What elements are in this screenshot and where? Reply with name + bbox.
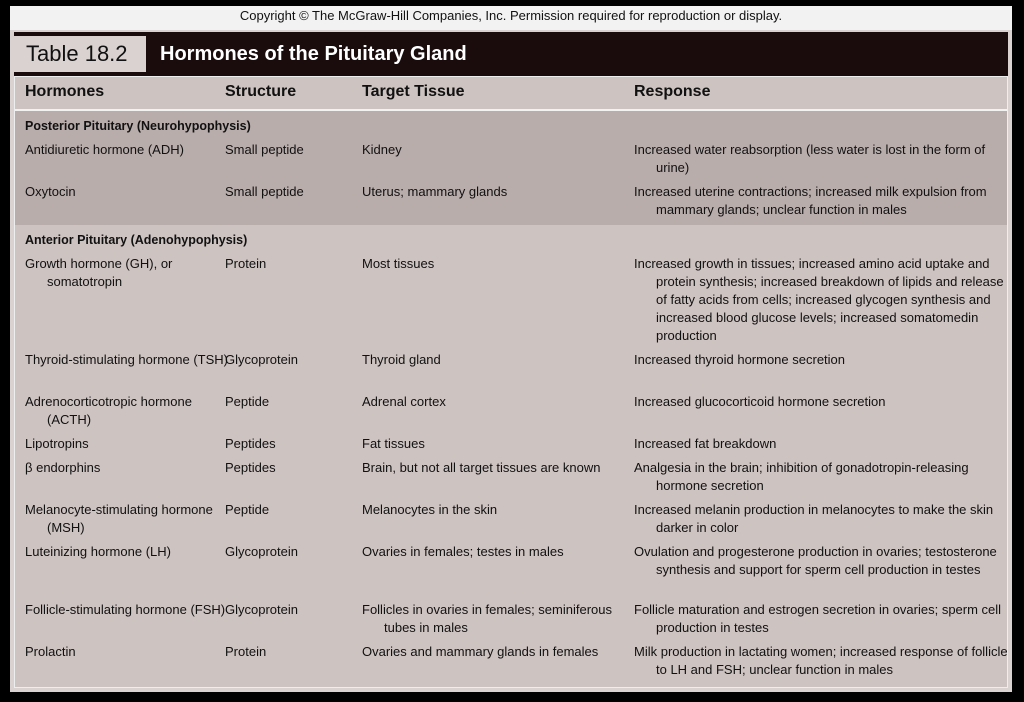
cell-structure: Peptides bbox=[225, 436, 276, 451]
hormone-table bbox=[14, 76, 1008, 688]
cell-structure: Peptides bbox=[225, 460, 276, 475]
cell-target: Ovaries and mammary glands in females bbox=[362, 644, 599, 659]
cell-response: Ovulation and progesterone production in ovaries; testosterone synthesis and support for sperm cell production in testes bbox=[634, 544, 997, 577]
cell-hormone: Luteinizing hormone (LH) bbox=[25, 544, 171, 559]
cell-hormone: Lipotropins bbox=[25, 436, 89, 451]
cell-structure: Small peptide bbox=[225, 184, 304, 199]
cell-response: Milk production in lactating women; increased response of follicle to LH and FSH; unclear function in males bbox=[634, 644, 1008, 677]
section-anterior bbox=[15, 225, 1007, 687]
cell-target: Most tissues bbox=[362, 256, 435, 271]
cell-hormone: Follicle-stimulating hormone (FSH) bbox=[25, 602, 226, 617]
section-posterior bbox=[15, 111, 1007, 225]
section-title-posterior: Posterior Pituitary (Neurohypophysis) bbox=[25, 119, 251, 133]
cell-target: Brain, but not all target tissues are known bbox=[362, 460, 601, 475]
cell-target: Fat tissues bbox=[362, 436, 425, 451]
table-title: Hormones of the Pituitary Gland bbox=[160, 43, 467, 65]
cell-hormone: Prolactin bbox=[25, 644, 76, 659]
column-header-structure: Structure bbox=[225, 83, 297, 100]
cell-response: Increased glucocorticoid hormone secretion bbox=[634, 394, 886, 409]
cell-response: Increased water reabsorption (less water is lost in the form of urine) bbox=[634, 142, 986, 175]
cell-hormone: Antidiuretic hormone (ADH) bbox=[25, 142, 184, 157]
cell-response: Increased thyroid hormone secretion bbox=[634, 352, 846, 367]
column-header-target-tissue: Target Tissue bbox=[362, 83, 465, 100]
cell-response: Follicle maturation and estrogen secretion in ovaries; sperm cell production in testes bbox=[634, 602, 1002, 635]
cell-structure: Glycoprotein bbox=[225, 544, 298, 559]
section-title-anterior: Anterior Pituitary (Adenohypophysis) bbox=[25, 233, 248, 247]
cell-structure: Glycoprotein bbox=[225, 352, 298, 367]
table-number: Table 18.2 bbox=[14, 36, 146, 72]
cell-structure: Small peptide bbox=[225, 142, 304, 157]
cell-target: Thyroid gland bbox=[362, 352, 441, 367]
cell-response: Increased melanin production in melanocytes to make the skin darker in color bbox=[634, 502, 994, 535]
cell-hormone: Melanocyte-stimulating hormone (MSH) bbox=[25, 502, 213, 535]
cell-structure: Protein bbox=[225, 256, 267, 271]
cell-structure: Protein bbox=[225, 644, 267, 659]
table-banner bbox=[14, 32, 1008, 76]
cell-hormone: Thyroid-stimulating hormone (TSH) bbox=[25, 352, 229, 367]
cell-target: Adrenal cortex bbox=[362, 394, 446, 409]
slide bbox=[10, 6, 1012, 692]
cell-hormone: β endorphins bbox=[25, 460, 101, 475]
cell-target: Melanocytes in the skin bbox=[362, 502, 498, 517]
cell-target: Kidney bbox=[362, 142, 402, 157]
cell-hormone: Growth hormone (GH), or somatotropin bbox=[25, 256, 173, 289]
cell-response: Analgesia in the brain; inhibition of gonadotropin-releasing hormone secretion bbox=[634, 460, 969, 493]
column-header-response: Response bbox=[634, 83, 711, 100]
column-header-hormones: Hormones bbox=[25, 83, 105, 100]
cell-response: Increased uterine contractions; increased milk expulsion from mammary glands; unclear function in males bbox=[634, 184, 987, 217]
cell-structure: Peptide bbox=[225, 502, 270, 517]
table-header bbox=[15, 79, 1007, 107]
cell-hormone: Oxytocin bbox=[25, 184, 76, 199]
cell-hormone: Adrenocorticotropic hormone (ACTH) bbox=[25, 394, 192, 427]
cell-response: Increased growth in tissues; increased amino acid uptake and protein synthesis; increased breakdown of lipids and release of fatty acids from cells; increased glycogen synthesis and increased blood glucose levels; increased somatomedin production bbox=[634, 256, 1004, 343]
cell-structure: Glycoprotein bbox=[225, 602, 298, 617]
cell-response: Increased fat breakdown bbox=[634, 436, 777, 451]
copyright-notice: Copyright © The McGraw-Hill Companies, Inc. Permission required for reproduction or display. bbox=[10, 6, 1012, 30]
cell-target: Follicles in ovaries in females; seminiferous tubes in males bbox=[362, 602, 612, 635]
cell-target: Ovaries in females; testes in males bbox=[362, 544, 564, 559]
cell-target: Uterus; mammary glands bbox=[362, 184, 508, 199]
cell-structure: Peptide bbox=[225, 394, 270, 409]
